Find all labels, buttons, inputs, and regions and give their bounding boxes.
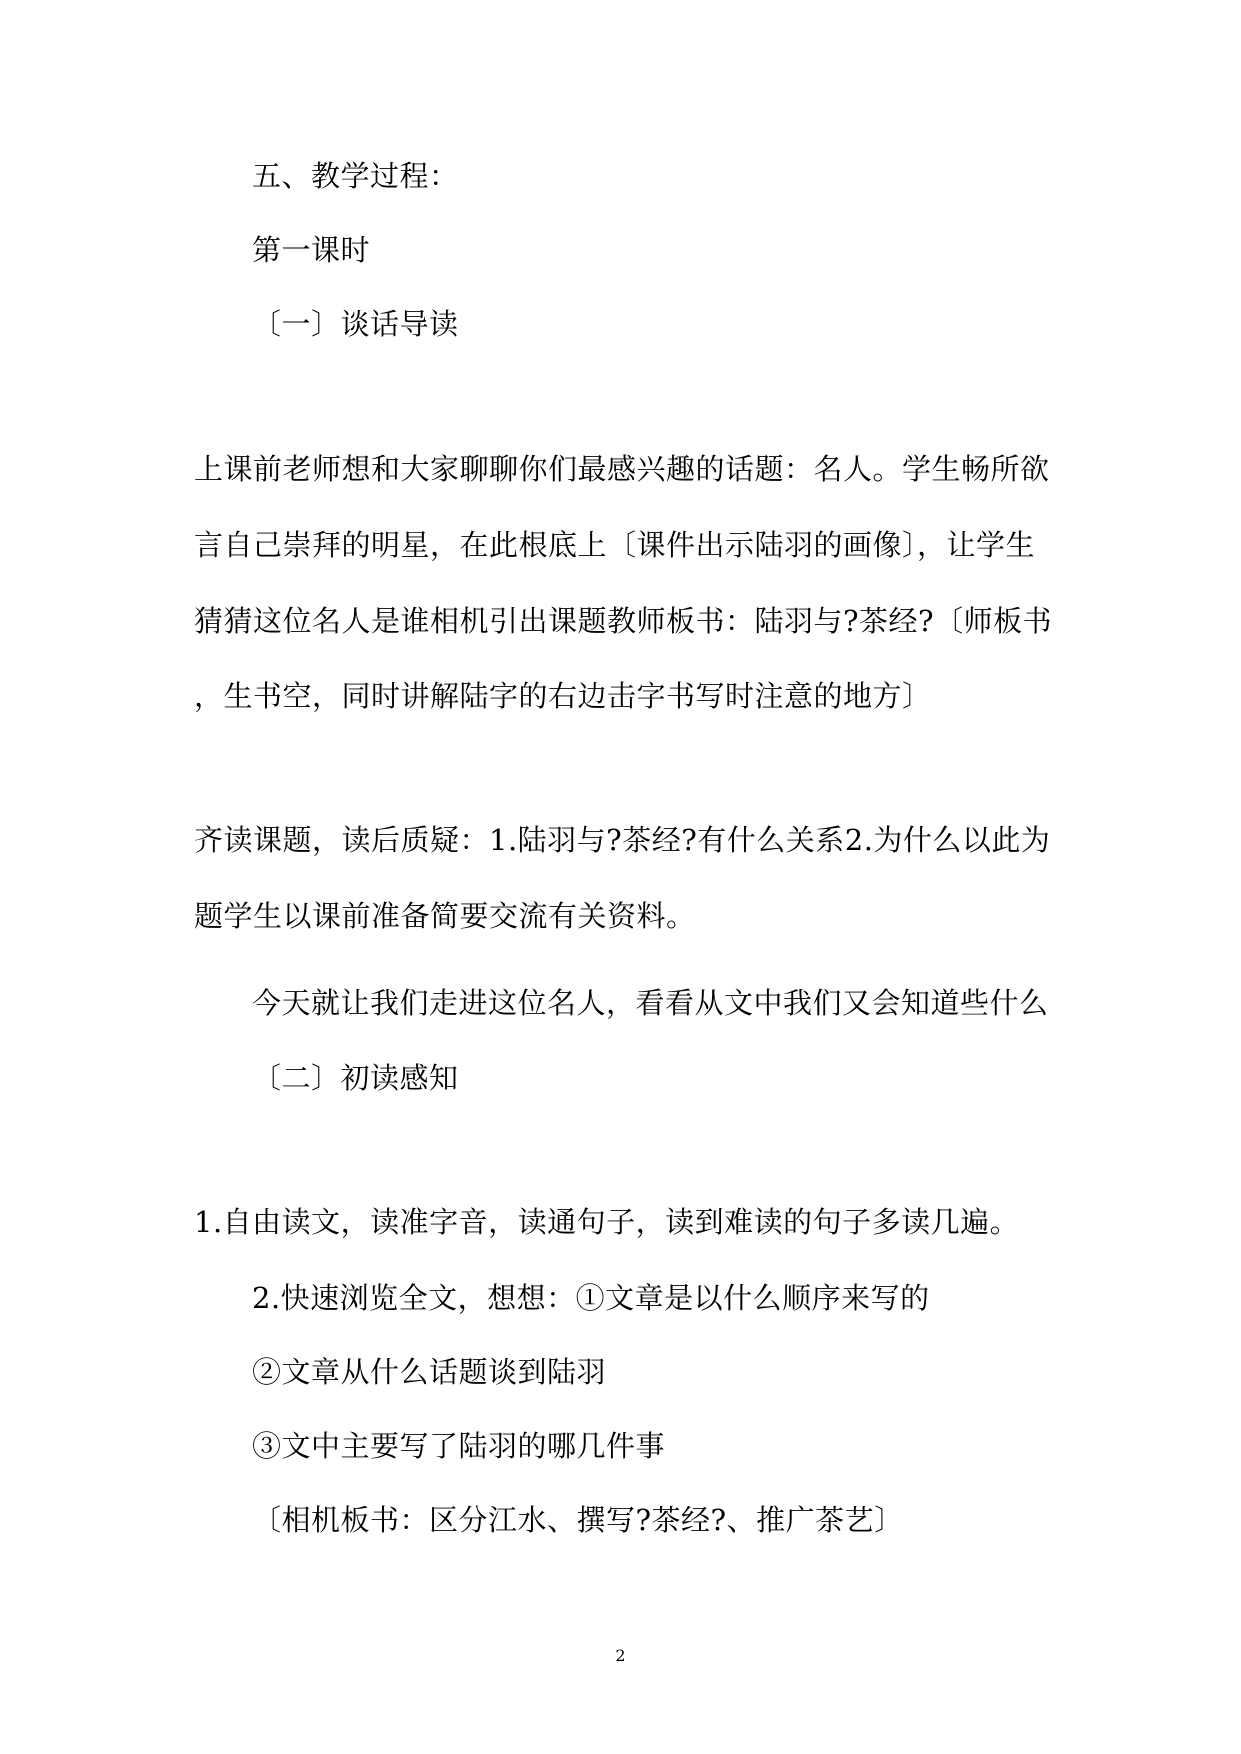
lesson-label: 第一课时 [252,233,371,267]
paragraph3: 今天就让我们走进这位名人，看看从文中我们又会知道些什么 [252,986,1049,1020]
paragraph2-line: 齐读课题，读后质疑：1.陆羽与?茶经?有什么关系2.为什么以此为 [194,823,1051,857]
page-number: 2 [615,1646,626,1665]
part2-heading: 〔二〕初读感知 [252,1061,459,1095]
paragraph1-line: 猜猜这位名人是谁相机引出课题教师板书：陆羽与?茶经?〔师板书 [194,604,1053,638]
part1-heading: 〔一〕谈话导读 [252,307,459,341]
list-item-2: 2.快速浏览全文，想想：①文章是以什么顺序来写的 [252,1281,930,1315]
board-note: 〔相机板书：区分江水、撰写?茶经?、推广茶艺〕 [252,1503,904,1537]
list-item-1: 1.自由读文，读准字音，读通句子，读到难读的句子多读几遍。 [194,1205,1020,1239]
list-subitem-3: ③文中主要写了陆羽的哪几件事 [252,1429,666,1463]
paragraph1-line: 上课前老师想和大家聊聊你们最感兴趣的话题：名人。学生畅所欲 [194,452,1050,486]
paragraph1-line: ，生书空，同时讲解陆字的右边击字书写时注意的地方〕 [194,679,932,713]
paragraph1-line: 言自己崇拜的明星，在此根底上〔课件出示陆羽的画像〕，让学生 [194,528,1036,562]
list-subitem-2: ②文章从什么话题谈到陆羽 [252,1355,607,1389]
section-heading: 五、教学过程： [252,159,459,193]
paragraph2-line: 题学生以课前准备简要交流有关资料。 [194,899,696,933]
